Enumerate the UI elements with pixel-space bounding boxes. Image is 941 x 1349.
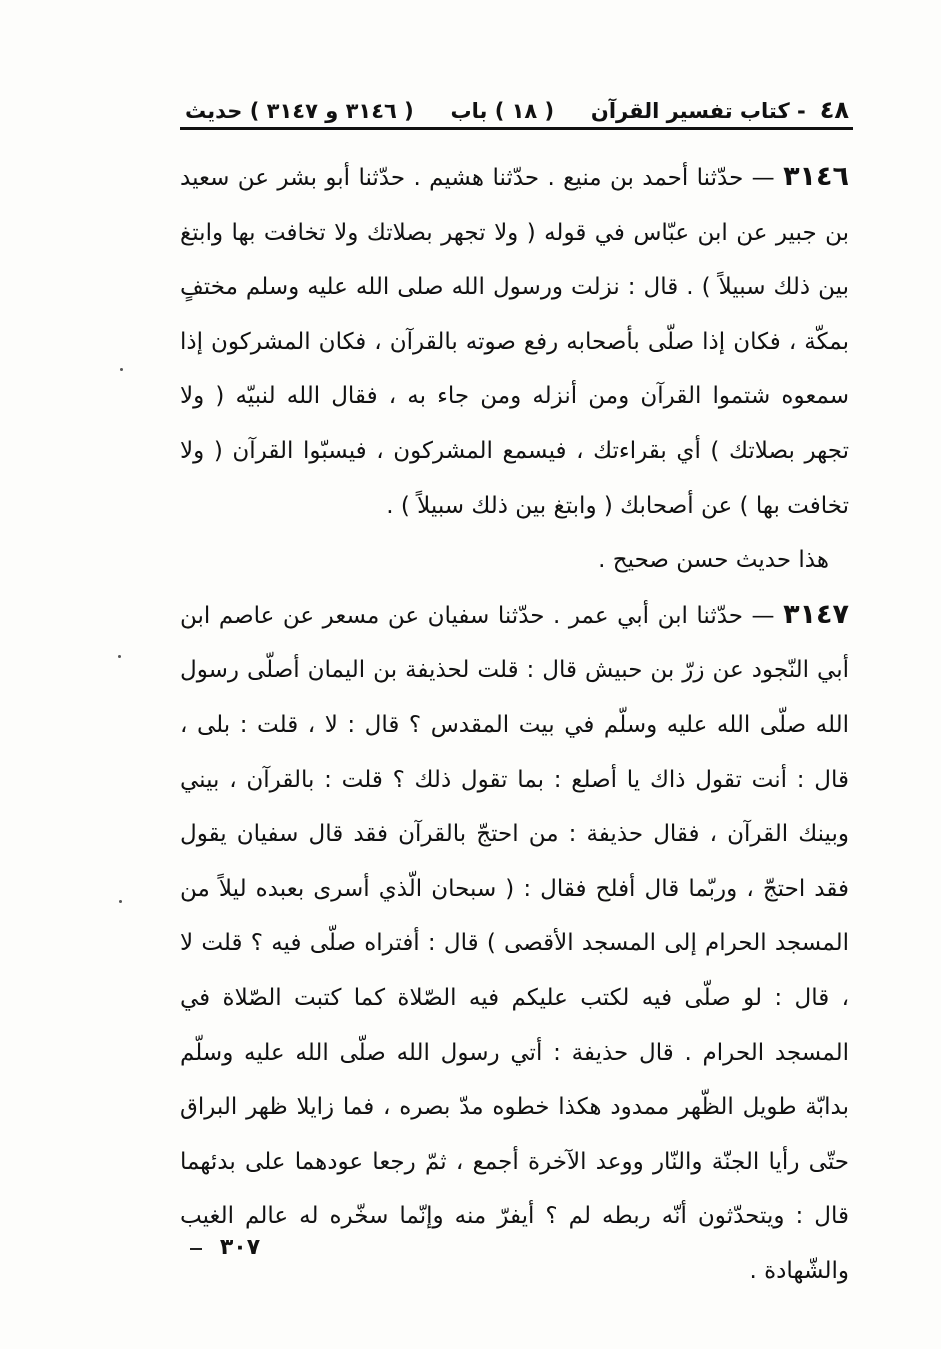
hadith-grade: هذا حديث حسن صحيح .: [598, 547, 829, 574]
scan-speck: [120, 368, 123, 371]
footer-page-number: ٣٠٧: [219, 1234, 261, 1260]
hadith-paragraph-2: [180, 588, 849, 1299]
header-book-title: - كتاب تفسير القرآن: [590, 99, 806, 123]
hadith-number: ٣١٤٧: [783, 598, 850, 630]
hadith-text: حدّثنا أحمد بن منيع . حدّثنا هشيم . حدّثنا أبو بشر عن سعيد بن جبير عن ابن عبّاس في قوله ( ولا تجهر بصلاتك ولا تخافت بها وابتغ بين ذلك سبيلاً ) . قال : نزلت ورسول الله صلى الله عليه وسلم مختفٍ بمكّة ، فكان إذا صلّى بأصحابه رفع صوته بالقرآن ، فكان المشركون إذا سمعوه شتموا القرآن ومن أنزله ومن جاء به ، فقال الله لنبيّه ( ولا تجهر بصلاتك ) أي بقراءتك ، فيسمع المشركون ، فيسبّوا القرآن ( ولا تخافت بها ) عن أصحابك ( وابتغ بين ذلك سبيلاً ) .: [180, 165, 849, 519]
hadith-text: حدّثنا ابن أبي عمر . حدّثنا سفيان عن مسعر عن عاصم ابن أبي النّجود عن زرّ بن حبيش قال : قلت لحذيفة بن اليمان أصلّى رسول الله صلّى الله عليه وسلّم في بيت المقدس ؟ قال : لا ، قلت : بلى ، قال : أنت تقول ذاك يا أصلع : بما تقول ذلك ؟ قلت : بالقرآن ، بيني وبينك القرآن ، فقال حذيفة : من احتجّ بالقرآن فقد قال سفيان يقول فقد احتجّ ، وربّما قال أفلح فقال : ( سبحان الّذي أسرى بعبده ليلاً من المسجد الحرام إلى المسجد الأقصى ) قال : أفتراه صلّى فيه ؟ قلت لا ، قال : لو صلّى فيه لكتب عليكم فيه الصّلاة كما كتبت الصّلاة في المسجد الحرام . قال حذيفة : أتي رسول الله صلّى الله عليه وسلّم بدابّة طويل الظّهر ممدود هكذا خطوه مدّ بصره ، فما زايلا ظهر البراق حتّى رأيا الجنّة والنّار ووعد الآخرة أجمع ، ثمّ رجعا عودهما على بدئهما قال : ويتحدّثون أنّه ربطه لم ؟ أيفرّ منه وإنّما سخّره له عالم الغيب والشّهادة .: [180, 602, 849, 1284]
body-text: [180, 150, 849, 1298]
header-hadith-range: ( ٣١٤٦ و ٣١٤٧ ) حديث: [185, 99, 414, 123]
hadith-dash: —: [743, 602, 784, 629]
header-page-number: ٤٨: [819, 96, 849, 124]
scan-speck: [118, 655, 121, 658]
header-right-group: [591, 98, 849, 122]
hadith-dash: —: [743, 165, 784, 191]
running-header: [185, 78, 849, 122]
hadith-number: ٣١٤٦: [783, 161, 849, 192]
scan-speck: [119, 900, 122, 903]
header-rule: [180, 127, 853, 130]
header-chapter: ( ١٨ ) باب: [450, 99, 555, 123]
hadith-paragraph-1: [180, 150, 849, 533]
